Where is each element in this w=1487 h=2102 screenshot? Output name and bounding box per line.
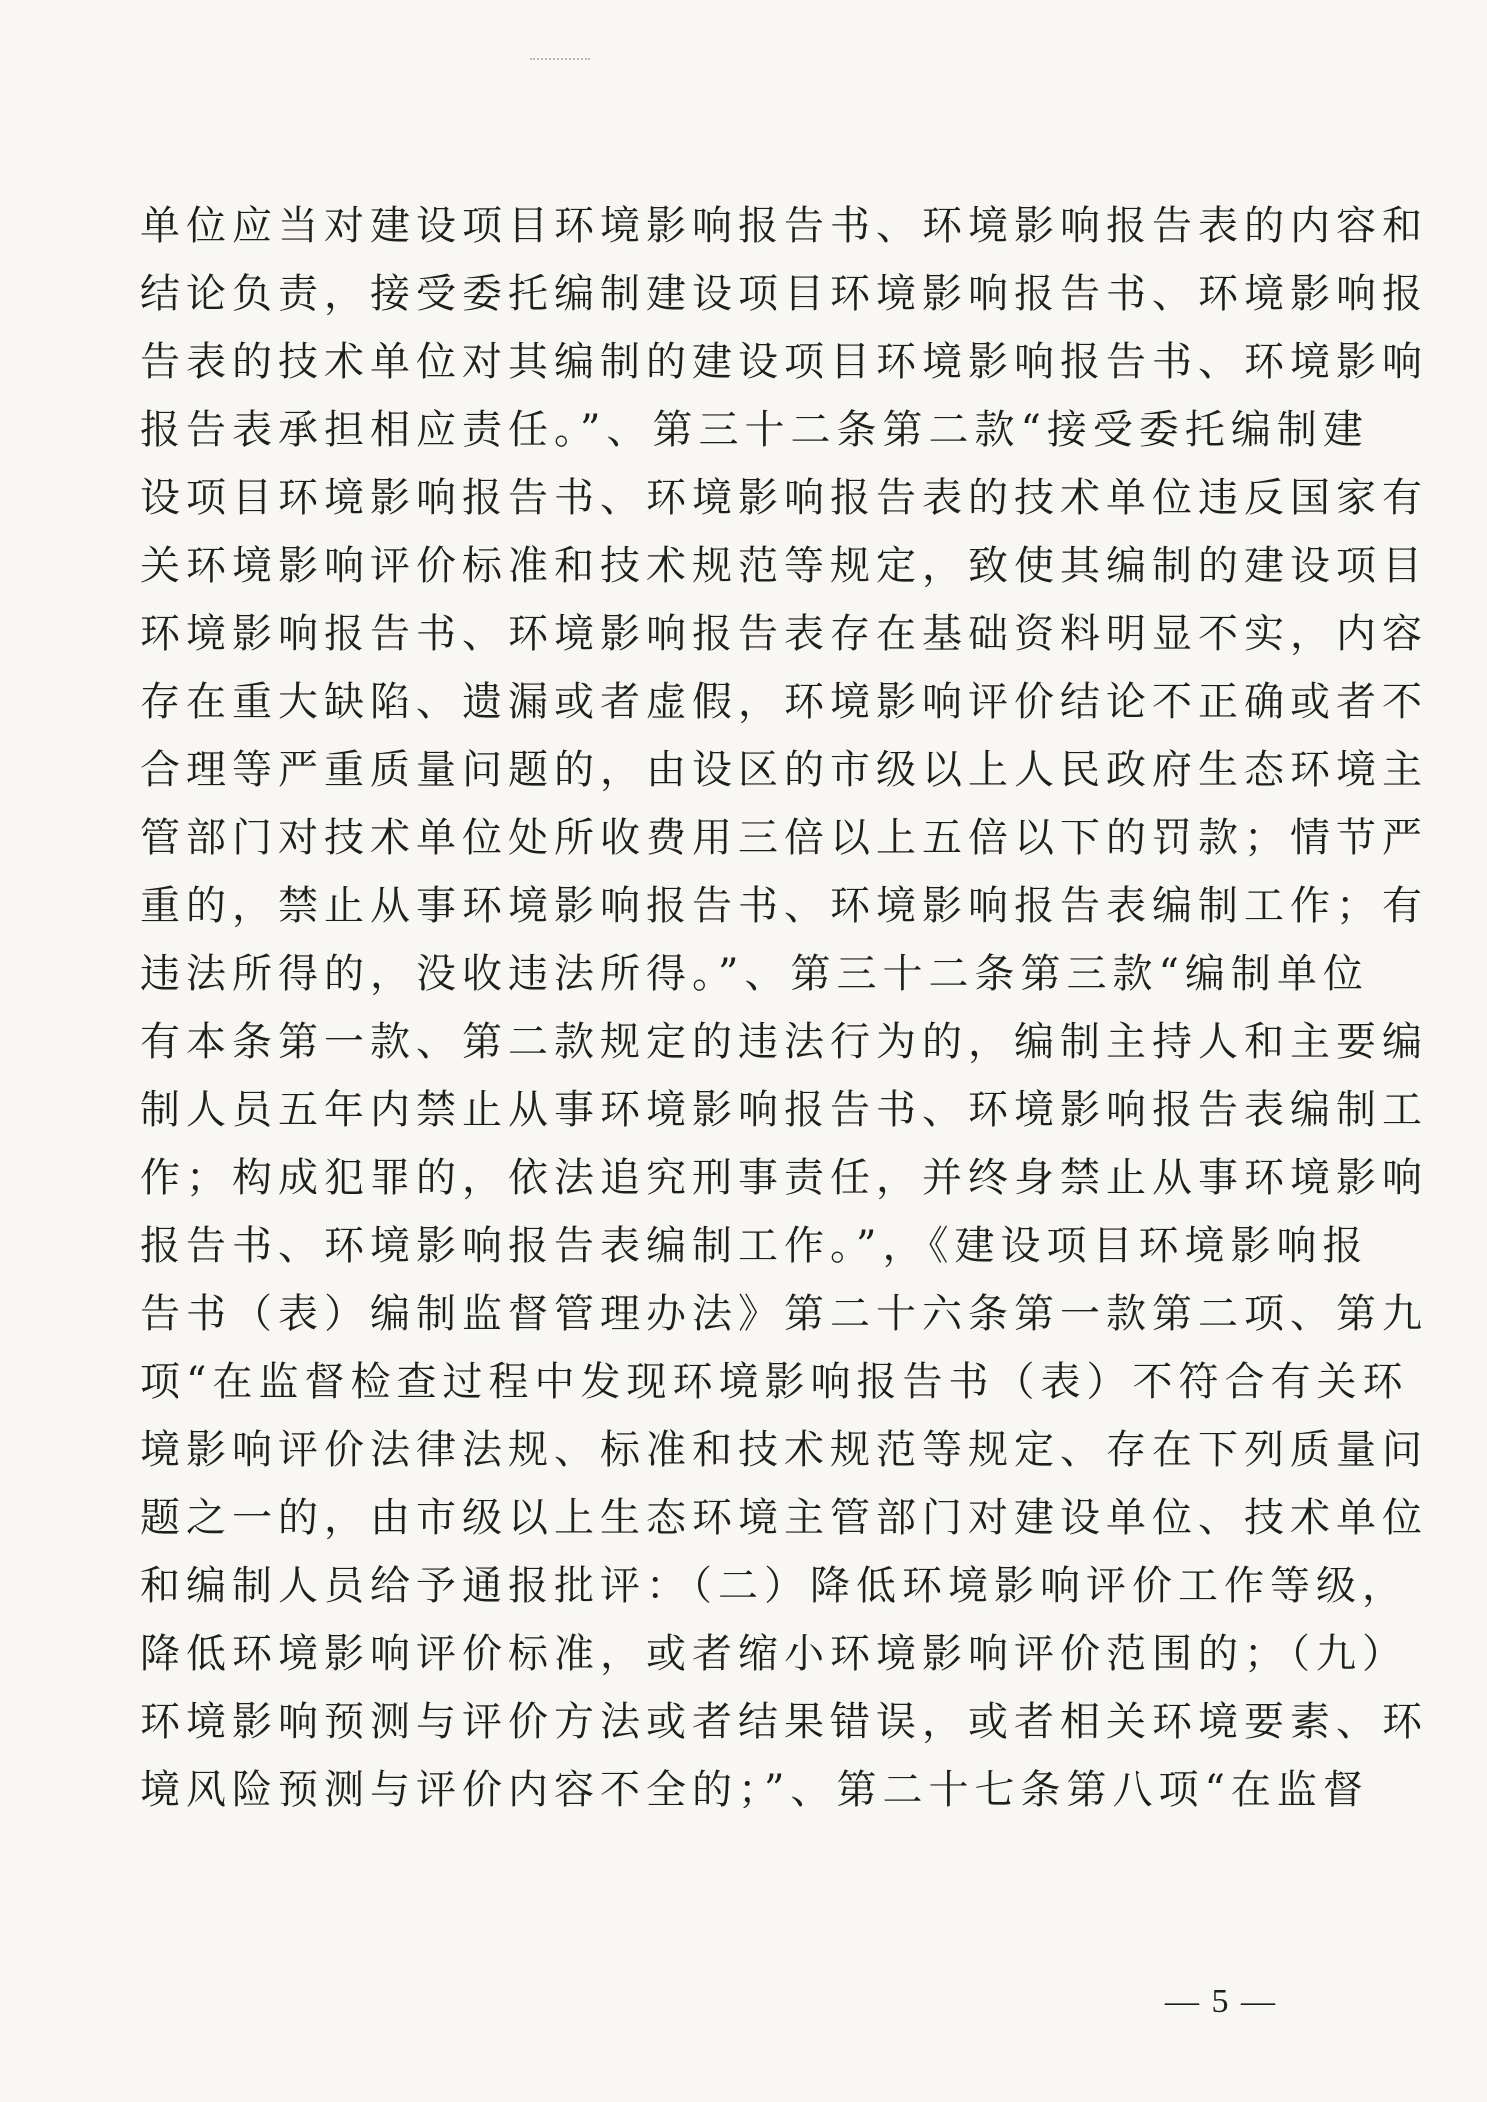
body-line-22: 降低环境影响评价标准，或者缩小环境影响评价范围的；（九） xyxy=(140,1631,1408,1677)
body-line-17: 告书（表）编制监督管理办法》第二十六条第一款第二项、第九 xyxy=(140,1291,1428,1337)
body-line-11: 重的，禁止从事环境影响报告书、环境影响报告表编制工作；有 xyxy=(140,883,1428,929)
body-line-24: 境风险预测与评价内容不全的；”、第二十七条第八项“在监督 xyxy=(140,1767,1369,1813)
body-line-8: 存在重大缺陷、遗漏或者虚假，环境影响评价结论不正确或者不 xyxy=(140,679,1428,725)
page-number: — 5 — xyxy=(1165,1983,1277,2020)
body-line-13: 有本条第一款、第二款规定的违法行为的，编制主持人和主要编 xyxy=(140,1019,1428,1065)
body-line-1: 单位应当对建设项目环境影响报告书、环境影响报告表的内容和 xyxy=(140,203,1428,249)
body-line-5: 设项目环境影响报告书、环境影响报告表的技术单位违反国家有 xyxy=(140,475,1428,521)
body-line-4: 报告表承担相应责任。”、第三十二条第二款“接受委托编制建 xyxy=(140,407,1369,453)
body-line-2: 结论负责，接受委托编制建设项目环境影响报告书、环境影响报 xyxy=(140,271,1428,317)
body-line-16: 报告书、环境影响报告表编制工作。”，《建设项目环境影响报 xyxy=(140,1223,1369,1269)
body-line-14: 制人员五年内禁止从事环境影响报告书、环境影响报告表编制工 xyxy=(140,1087,1428,1133)
body-line-9: 合理等严重质量问题的，由设区的市级以上人民政府生态环境主 xyxy=(140,747,1428,793)
body-line-21: 和编制人员给予通报批评：（二）降低环境影响评价工作等级， xyxy=(140,1563,1408,1609)
body-line-23: 环境影响预测与评价方法或者结果错误，或者相关环境要素、环 xyxy=(140,1699,1428,1745)
body-line-19: 境影响评价法律法规、标准和技术规范等规定、存在下列质量问 xyxy=(140,1427,1428,1473)
body-line-3: 告表的技术单位对其编制的建设项目环境影响报告书、环境影响 xyxy=(140,339,1428,385)
body-line-20: 题之一的，由市级以上生态环境主管部门对建设单位、技术单位 xyxy=(140,1495,1428,1541)
document-body xyxy=(140,192,1428,1824)
scan-artifact xyxy=(530,58,590,64)
body-line-12: 违法所得的，没收违法所得。”、第三十二条第三款“编制单位 xyxy=(140,951,1369,997)
body-line-15: 作；构成犯罪的，依法追究刑事责任，并终身禁止从事环境影响 xyxy=(140,1155,1428,1201)
body-line-6: 关环境影响评价标准和技术规范等规定，致使其编制的建设项目 xyxy=(140,543,1428,589)
body-line-18: 项“在监督检查过程中发现环境影响报告书（表）不符合有关环 xyxy=(140,1359,1409,1405)
body-line-10: 管部门对技术单位处所收费用三倍以上五倍以下的罚款；情节严 xyxy=(140,815,1428,861)
body-line-7: 环境影响报告书、环境影响报告表存在基础资料明显不实，内容 xyxy=(140,611,1428,657)
